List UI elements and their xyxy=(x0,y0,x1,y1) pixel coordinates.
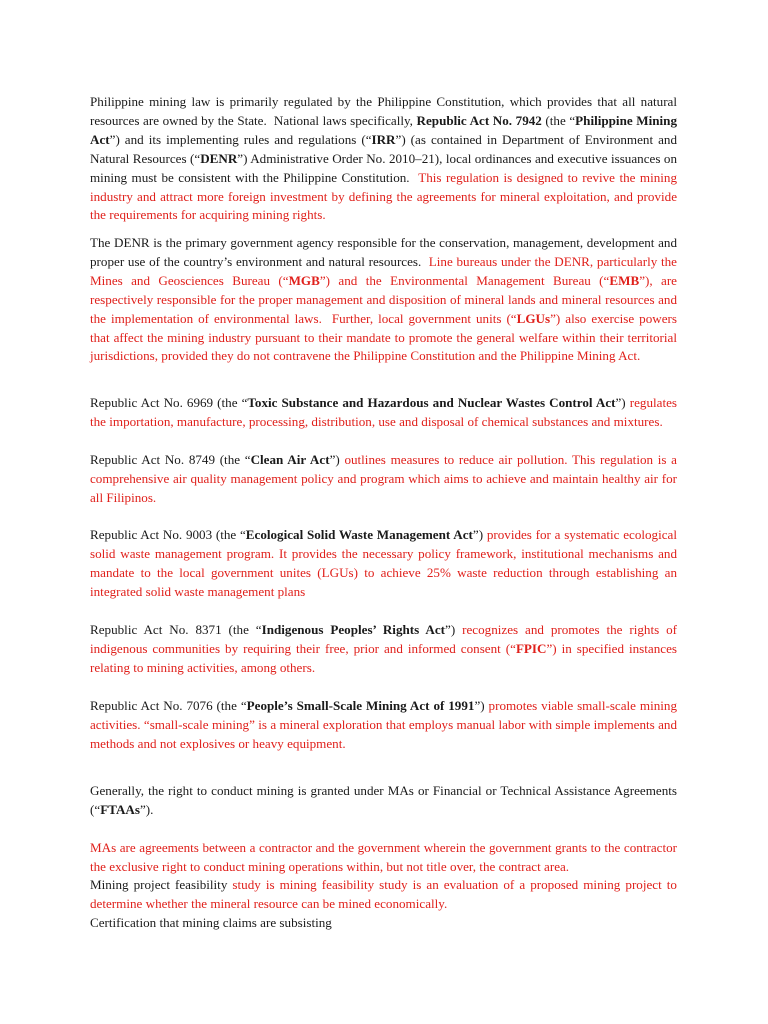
text-run: ”) also exercise powers that affect the mining industry pursuant to their mandate to promote the general welfare within their territorial jurisdictions, provided they do not contravene the Philippine Constitution and the Philippine Mining Act. xyxy=(90,310,681,364)
text-run: ”) and the Environmental Management Bureau (“ xyxy=(319,272,610,288)
bold-term-lgus: LGUs xyxy=(516,310,551,326)
highlighted-text: regulates the importation, manufacture, processing, distribution, use and disposal of chemical substances and mixtures. xyxy=(90,395,681,429)
highlighted-text: This regulation is designed to revive the mining industry and attract more foreign investment by defining the agreements for mineral exploitation, and provide the requirements for acquiring mining rights. xyxy=(90,169,681,223)
text-run: Certification that mining claims are subsisting xyxy=(90,915,332,930)
bold-term-ftaas: FTAAs xyxy=(100,801,140,817)
text-run: ”) (as contained in Department of Environment and Natural Resources (“ xyxy=(90,131,681,166)
text-run: ”) in specified instances relating to mining activities, among others. xyxy=(90,640,681,675)
bold-term-toxic-act: Toxic Substance and Hazardous and Nuclear Wastes Control Act xyxy=(247,395,616,410)
text-run: Philippine mining law is primarily regulated by the Philippine Constitution, which provides that all natural resources are owned by the State. National laws specifically, xyxy=(90,94,681,128)
bold-term-mgb: MGB xyxy=(288,272,320,288)
paragraph-feasibility-study xyxy=(90,876,681,914)
text-run: Republic Act No. 8749 (the “ xyxy=(90,452,251,467)
text-run: Republic Act No. 6969 (the “ xyxy=(90,395,248,410)
paragraph-denr xyxy=(90,234,681,366)
text-run: MAs are agreements between a contractor and the government wherein the government grants to the contractor the exclusive right to conduct mining operations within, but not title over, the contract area. xyxy=(90,840,681,874)
text-run: Generally, the right to conduct mining is granted under MAs or Financial or Technical Assistance Agreements (“ xyxy=(90,783,681,817)
text-run: recognizes and promotes the rights of indigenous communities by requiring their free, prior and informed consent (“ xyxy=(90,622,681,656)
highlighted-text xyxy=(90,254,680,364)
text-run: ”) xyxy=(472,527,487,542)
text-run: ”) Administrative Order No. 2010–21), local ordinances and executive issuances on mining must be consistent with the Philippine Constitution. xyxy=(90,150,681,185)
text-run: ”), are respectively responsible for the proper management and disposition of mineral lands and mineral resources and the implementation of environmental laws. Further, local government units (“ xyxy=(90,272,681,326)
highlighted-text: provides for a systematic ecological solid waste management program. It provides the necessary policy framework, institutional mechanisms and mandate to the local government unites (LGUs) to achieve 25% waste reduction through establishing an integrated solid waste management plans xyxy=(90,527,681,599)
text-run: ”) xyxy=(615,395,630,410)
bold-term-emb: EMB xyxy=(609,272,640,288)
bold-term-mining-act: Philippine Mining Act xyxy=(90,112,680,147)
text-run: Republic Act No. 8371 (the “ xyxy=(90,622,262,637)
bold-term-small-scale-act: People’s Small-Scale Mining Act of 1991 xyxy=(246,698,475,713)
paragraph-ra7076 xyxy=(90,697,681,754)
text-run: The DENR is the primary government agency responsible for the conservation, management, development and proper use of the country’s environment and natural resources. xyxy=(90,235,681,269)
bold-term-solid-waste-act: Ecological Solid Waste Management Act xyxy=(245,527,473,542)
paragraph-ra8749 xyxy=(90,451,681,508)
paragraph-ra6969 xyxy=(90,394,681,432)
highlighted-text: outlines measures to reduce air pollution. This regulation is a comprehensive air quality management policy and program which aims to achieve and maintain healthy air for all Filipinos. xyxy=(90,452,681,505)
highlighted-text: promotes viable small-scale mining activities. “small-scale mining” is a mineral exploration that employs manual labor with simple implements and methods and not explosives or heavy equipment. xyxy=(90,698,681,751)
text-run: (the “ xyxy=(541,112,576,128)
paragraph-certification xyxy=(90,914,677,933)
text-run: ”) and its implementing rules and regulations (“ xyxy=(109,131,372,147)
text-run: Line bureaus under the DENR, particularly the Mines and Geosciences Bureau (“ xyxy=(90,253,681,288)
bold-term-fpic: FPIC xyxy=(515,640,547,656)
paragraph-mining-rights xyxy=(90,782,681,820)
bold-term-ipra: Indigenous Peoples’ Rights Act xyxy=(261,622,446,637)
text-run: ”) xyxy=(445,622,463,637)
highlighted-text: study is mining feasibility study is an evaluation of a proposed mining project to determine whether the mineral resource can be mined economically. xyxy=(90,877,681,911)
text-run: ”) xyxy=(329,452,345,467)
text-run: Republic Act No. 7076 (the “ xyxy=(90,698,247,713)
bold-term-irr: IRR xyxy=(371,131,396,147)
bold-term-clean-air-act: Clean Air Act xyxy=(250,452,330,467)
text-run: ”). xyxy=(139,801,154,817)
paragraph-ra8371 xyxy=(90,621,681,678)
text-run: Republic Act No. 9003 (the “ xyxy=(90,527,246,542)
bold-term-ra7942: Republic Act No. 7942 xyxy=(416,112,542,128)
text-run: Mining project feasibility xyxy=(90,877,233,892)
paragraph-mas-definition xyxy=(90,839,681,877)
paragraph-ra9003 xyxy=(90,526,681,602)
paragraph-mining-law xyxy=(90,93,681,225)
bold-term-denr: DENR xyxy=(200,150,238,166)
text-run: ”) xyxy=(474,698,489,713)
